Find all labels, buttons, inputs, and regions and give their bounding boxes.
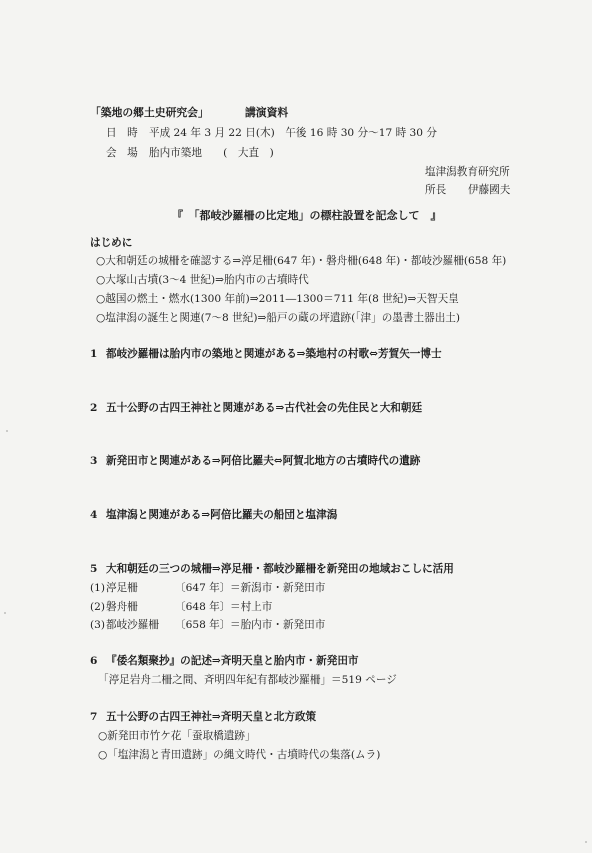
section-number: 5 xyxy=(90,563,98,575)
scan-speck xyxy=(585,841,587,843)
intro-heading: はじめに xyxy=(90,237,133,249)
section-number: 3 xyxy=(90,455,98,467)
list-item: ○「塩津潟と青田遺跡」の縄文時代・古墳時代の集落(ムラ) xyxy=(98,749,381,761)
fort-name: 都岐沙羅柵 xyxy=(106,619,159,631)
section-quote: 「渟足岩舟二柵之間、斉明四年紀有都岐沙羅柵」＝519 ページ xyxy=(98,674,397,686)
document-title: 『 「都岐沙羅柵の比定地」の標柱設置を記念して 』 xyxy=(172,209,442,222)
fort-name: 磐舟柵 xyxy=(106,601,138,613)
section-text: 五十公野の古四王神社と関連がある⇒古代社会の先住民と大和朝廷 xyxy=(106,402,423,414)
author-name: 伊藤國夫 xyxy=(468,184,511,196)
author-role: 所長 xyxy=(425,184,447,196)
section-text: 塩津潟と関連がある⇒阿倍比羅夫の船団と塩津潟 xyxy=(106,509,338,521)
scan-speck xyxy=(6,430,8,432)
fort-index: (3) xyxy=(90,619,106,631)
section-text: 大和朝廷の三つの城柵⇒渟足柵・都岐沙羅柵を新発田の地域おこしに活用 xyxy=(106,563,454,575)
org-name: 「築地の郷土史研究会」 xyxy=(90,106,209,119)
intro-item: ○大塚山古墳(3～4 世紀)⇒胎内市の古墳時代 xyxy=(96,274,309,286)
fort-index: (1) xyxy=(90,582,106,594)
fort-place: ＝胎内市・新発田市 xyxy=(230,619,326,631)
section-text: 五十公野の古四王神社⇒斉明天皇と北方政策 xyxy=(106,711,317,723)
scan-speck xyxy=(4,612,6,614)
date-label: 日 時 xyxy=(106,127,138,139)
section-text: 都岐沙羅柵は胎内市の築地と関連がある⇒築地村の村歌⇔芳賀矢一博士 xyxy=(106,348,442,360)
fort-index: (2) xyxy=(90,601,106,613)
fort-name: 渟足柵 xyxy=(106,582,138,594)
venue-value: 胎内市築地 ( 大直 ) xyxy=(149,147,274,159)
section-number: 6 xyxy=(90,655,98,667)
intro-item: ○大和朝廷の城柵を確認する⇒渟足柵(647 年)・磐舟柵(648 年)・都岐沙羅柵(658 年) xyxy=(96,255,507,267)
venue-label: 会 場 xyxy=(106,147,138,159)
intro-item: ○越国の燃土・燃水(1300 年前)⇒2011―1300＝711 年(8 世紀)⇒天智天皇 xyxy=(96,293,459,305)
intro-item: ○塩津潟の誕生と関連(7～8 世紀)⇒船戸の蔵の坪遺跡(「津」の墨書土器出土) xyxy=(96,312,461,324)
section-text: 『倭名類聚抄』の記述⇒斉明天皇と胎内市・新発田市 xyxy=(106,655,359,667)
section-number: 4 xyxy=(90,509,98,521)
section-text: 新発田市と関連がある⇒阿倍比羅夫⇔阿賀北地方の古墳時代の遺跡 xyxy=(106,455,421,467)
fort-year: 〔658 年〕 xyxy=(175,619,231,631)
fort-year: 〔648 年〕 xyxy=(175,601,231,613)
list-item: ○新発田市竹ケ花「蚕取橋遺跡」 xyxy=(98,730,256,742)
fort-place: ＝村上市 xyxy=(230,601,273,613)
section-number: 1 xyxy=(90,348,98,360)
section-number: 2 xyxy=(90,402,98,414)
doc-type: 講演資料 xyxy=(245,106,289,119)
institute-name: 塩津潟教育研究所 xyxy=(425,166,510,178)
fort-year: 〔647 年〕 xyxy=(175,582,231,594)
fort-place: ＝新潟市・新発田市 xyxy=(230,582,326,594)
date-value: 平成 24 年 3 月 22 日(木) 午後 16 時 30 分～17 時 30 分 xyxy=(149,127,437,139)
section-number: 7 xyxy=(90,711,98,723)
